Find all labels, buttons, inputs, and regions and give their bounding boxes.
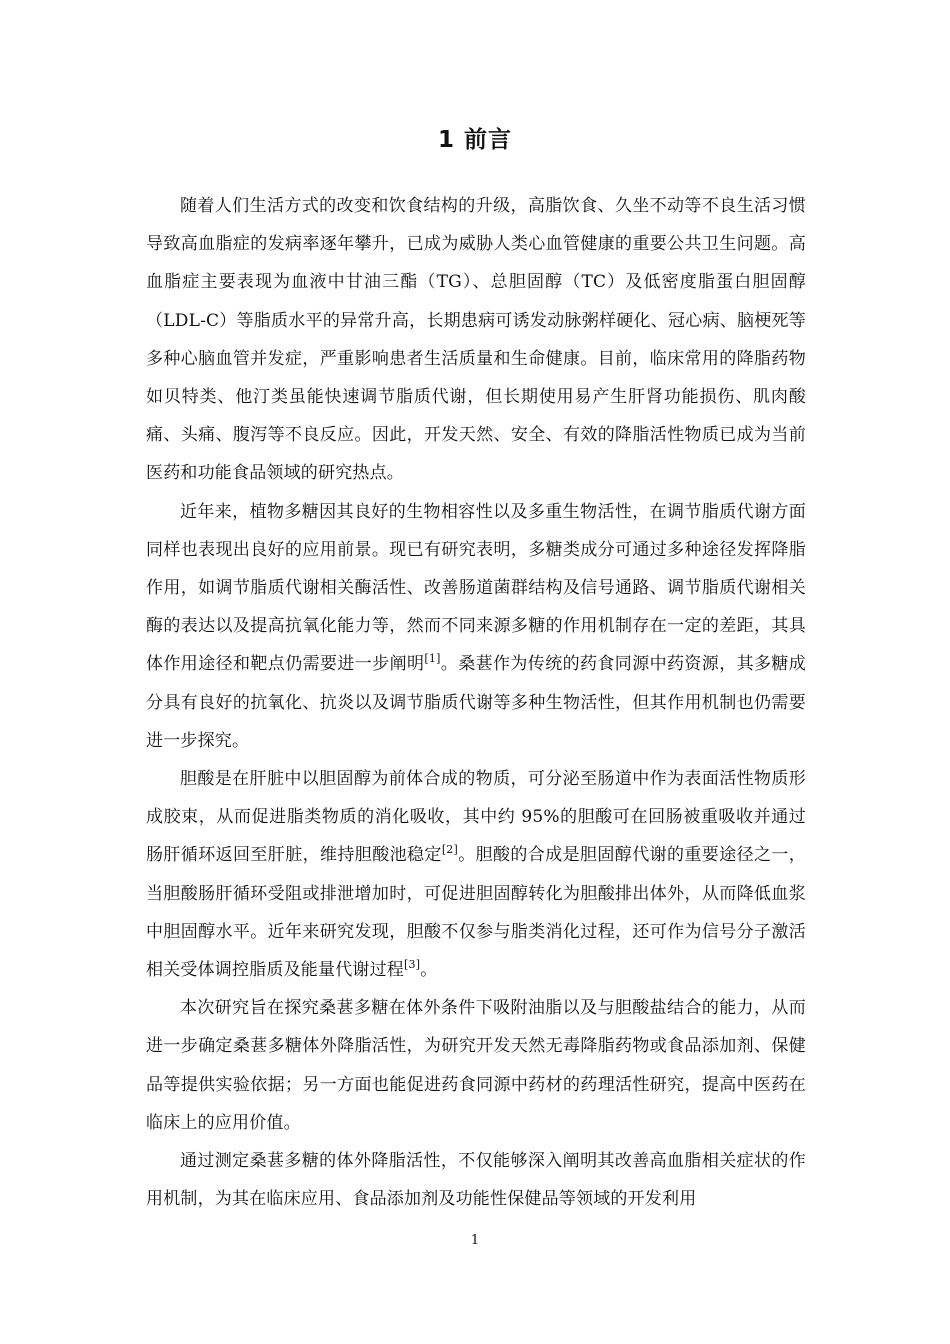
citation-marker: [1] xyxy=(424,652,441,666)
paragraph-3 xyxy=(146,760,806,989)
paragraph-text: 胆酸是在肝脏中以胆固醇为前体合成的物质，可分泌至肠道中作为表面活性物质形成胶束，从而促进脂类物质的消化吸收，其中约 95%的胆酸可在回肠被重吸收并通过肠肝循环返回至肝脏，维持胆酸池稳定 xyxy=(146,769,806,866)
section-heading: 1 前言 xyxy=(437,127,512,153)
page-number: 1 xyxy=(470,1233,480,1248)
body-text xyxy=(146,187,806,1218)
citation-marker: [3] xyxy=(404,958,421,972)
paragraph-text: 近年来，植物多糖因其良好的生物相容性以及多重生物活性，在调节脂质代谢方面同样也表现出良好的应用前景。现已有研究表明，多糖类成分可通过多种途径发挥降脂作用，如调节脂质代谢相关酶活性、改善肠道菌群结构及信号通路、调节脂质代谢相关酶的表达以及提高抗氧化能力等，然而不同来源多糖的作用机制存在一定的差距，其具体作用途径和靶点仍需要进一步阐明 xyxy=(146,501,806,675)
paragraph-text: 随着人们生活方式的改变和饮食结构的升级，高脂饮食、久坐不动等不良生活习惯导致高血脂症的发病率逐年攀升，已成为威胁人类心血管健康的重要公共卫生问题。高血脂症主要表现为血液中甘油三酯（TG）、总胆固醇（TC）及低密度脂蛋白胆固醇（LDL-C）等脂质水平的异常升高，长期患病可诱发动脉粥样硬化、冠心病、脑梗死等多种心脑血管并发症，严重影响患者生活质量和生命健康。目前，临床常用的降脂药物如贝特类、他汀类虽能快速调节脂质代谢，但长期使用易产生肝肾功能损伤、肌肉酸痛、头痛、腹泻等不良反应。因此，开发天然、安全、有效的降脂活性物质已成为当前医药和功能食品领域的研究热点。 xyxy=(146,196,806,484)
paragraph-text: 。桑葚作为传统的药食同源中药资源，其多糖成分具有良好的抗氧化、抗炎以及调节脂质代谢等多种生物活性，但其作用机制也仍需要进一步探究。 xyxy=(146,654,806,751)
paragraph-text: 通过测定桑葚多糖的体外降脂活性，不仅能够深入阐明其改善高血脂相关症状的作用机制，为其在临床应用、食品添加剂及功能性保健品等领域的开发利用 xyxy=(146,1151,806,1210)
paragraph-5 xyxy=(146,1142,806,1218)
paragraph-4 xyxy=(146,989,806,1142)
paragraph-text: 。 xyxy=(420,960,438,981)
paragraph-text: 。胆酸的合成是胆固醇代谢的重要途径之一，当胆酸肠肝循环受阻或排泄增加时，可促进胆固醇转化为胆酸排出体外，从而降低血浆中胆固醇水平。近年来研究发现，胆酸不仅参与脂类消化过程，还可作为信号分子激活相关受体调控脂质及能量代谢过程 xyxy=(146,845,807,981)
citation-marker: [2] xyxy=(441,843,458,857)
paragraph-text: 本次研究旨在探究桑葚多糖在体外条件下吸附油脂以及与胆酸盐结合的能力，从而进一步确定桑葚多糖体外降脂活性，为研究开发天然无毒降脂药物或食品添加剂、保健品等提供实验依据；另一方面也能促进药食同源中药材的药理活性研究，提高中医药在临床上的应用价值。 xyxy=(146,998,806,1133)
paragraph-1 xyxy=(146,187,806,493)
paragraph-2 xyxy=(146,493,806,760)
